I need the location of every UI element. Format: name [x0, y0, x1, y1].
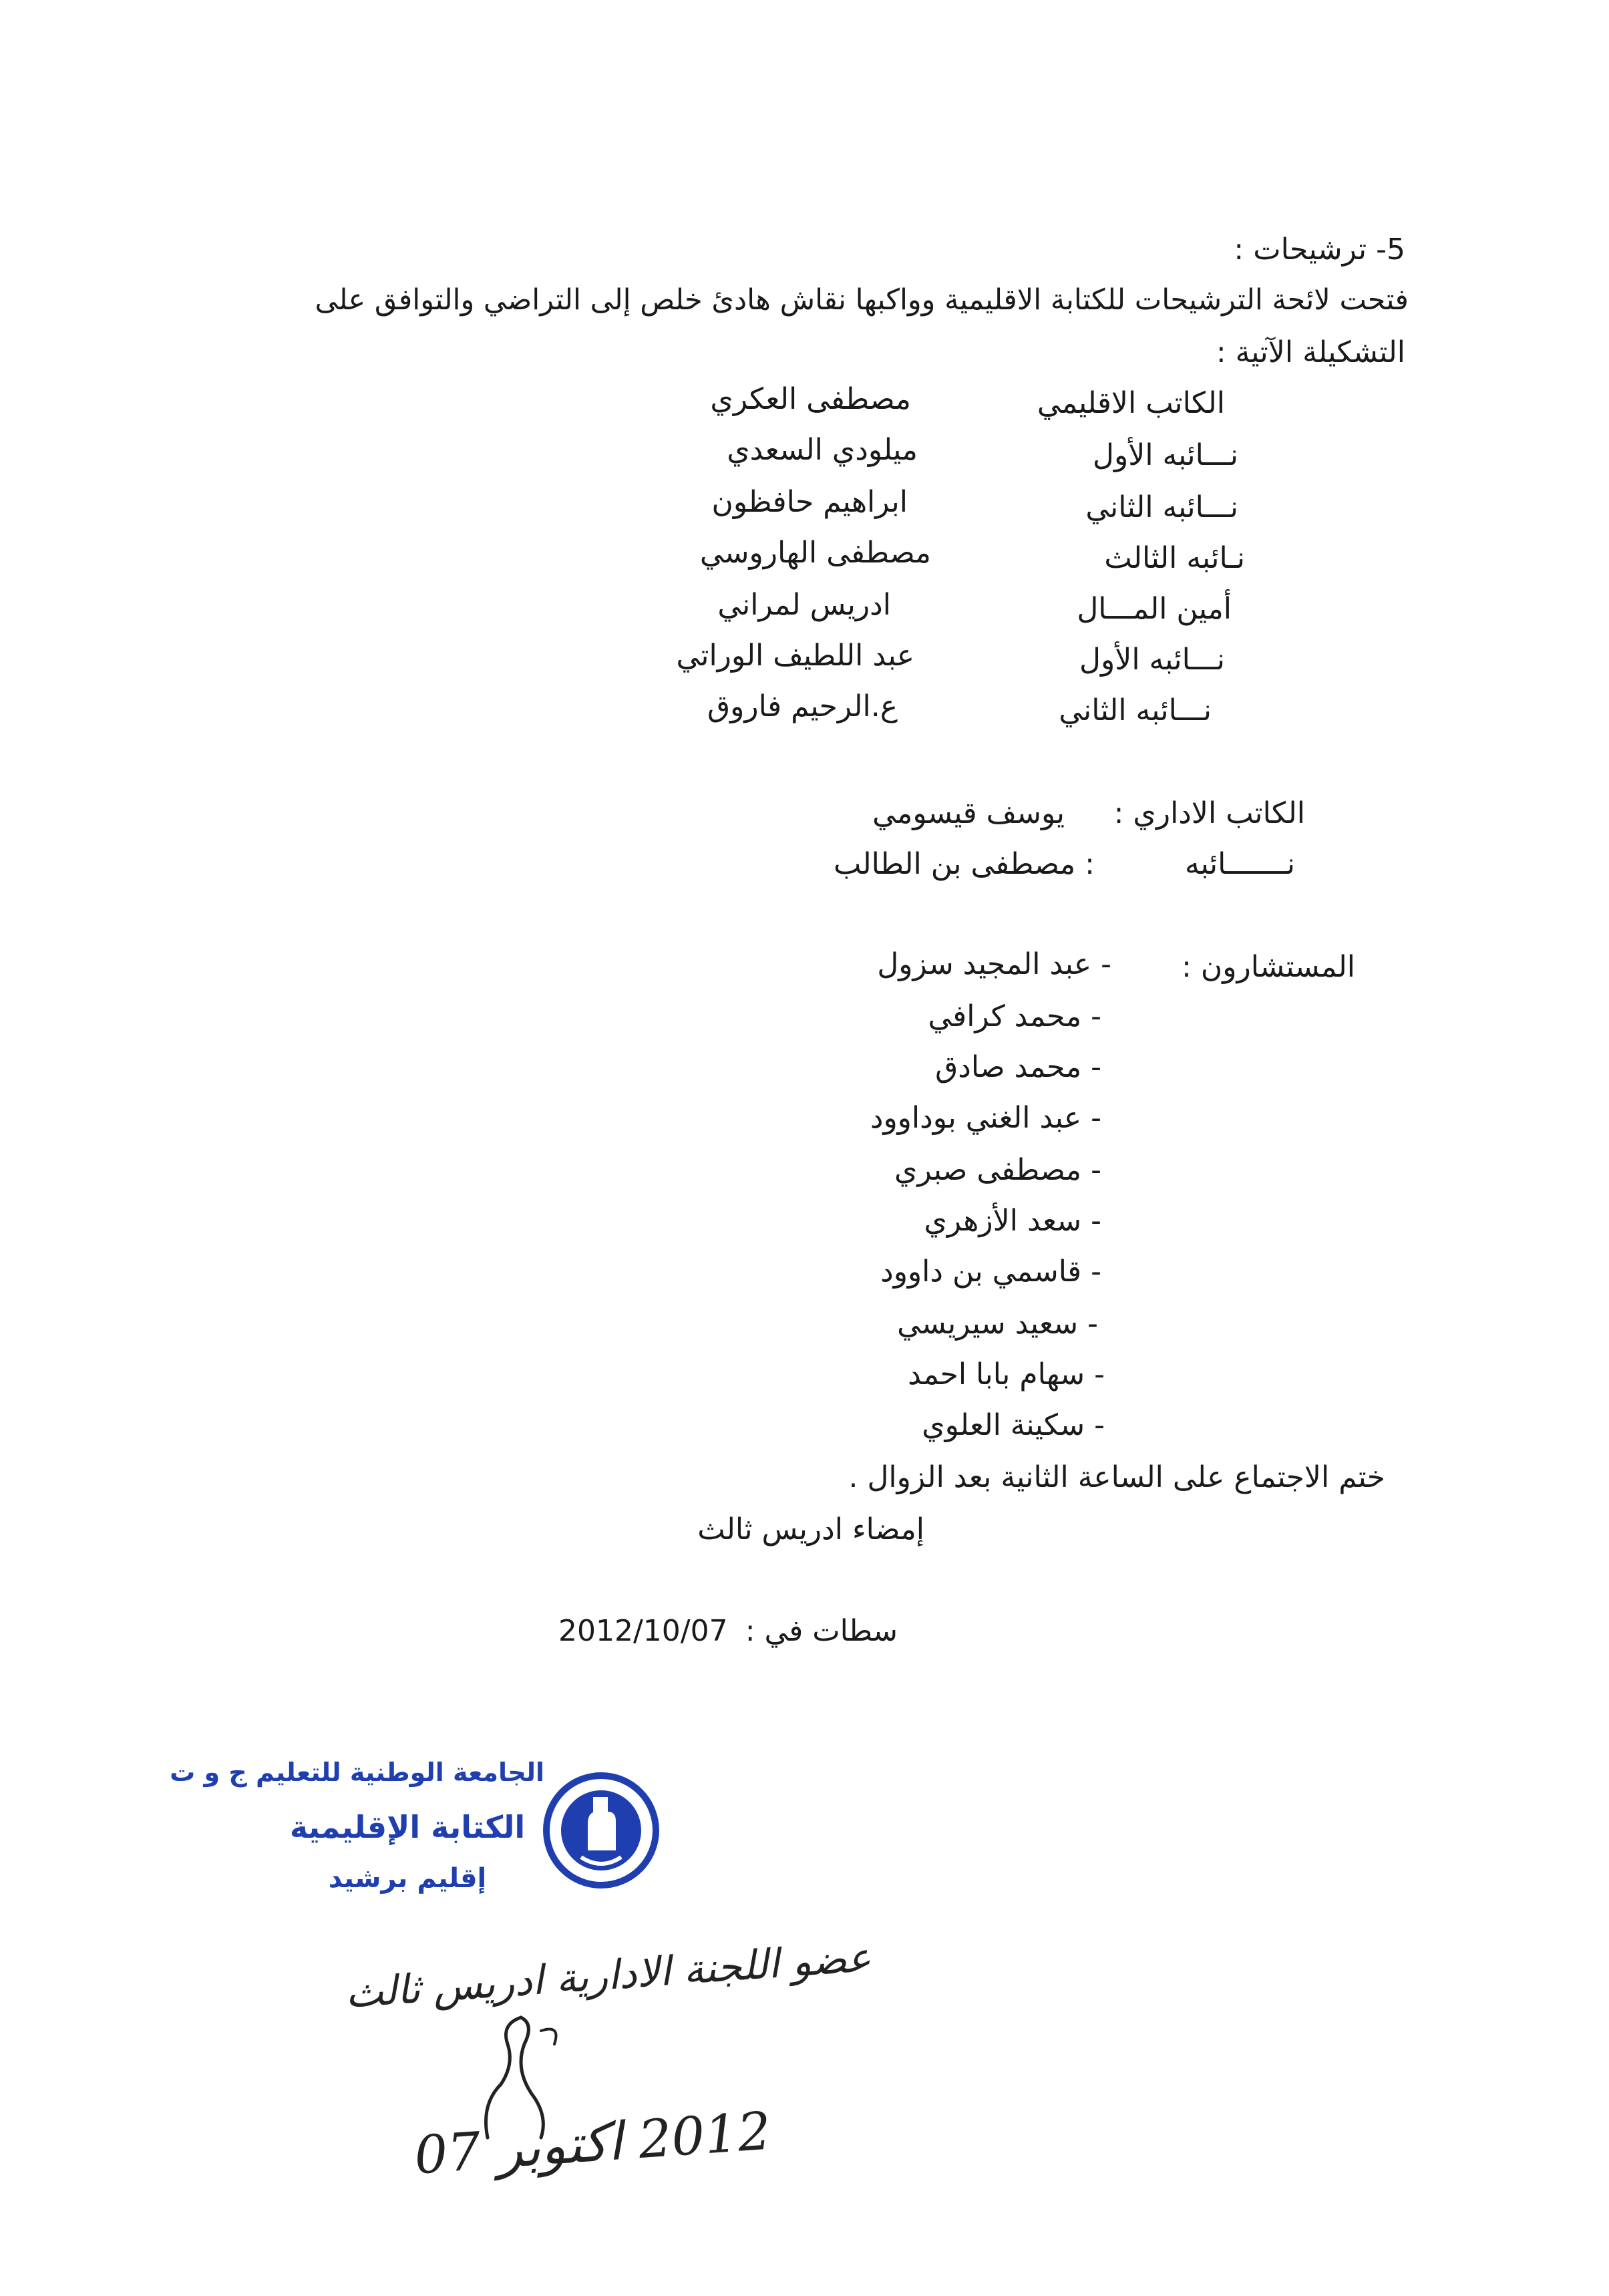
handwritten-member-line: عضو اللجنة الادارية ادريس ثالث [343, 1934, 873, 2017]
admin-deputy-name: : مصطفى بن الطالب [833, 847, 1095, 881]
list-item: - عبد الغني بوداوود [870, 1101, 1101, 1135]
advisors-label: المستشارون : [1182, 950, 1355, 984]
position-name: ابراهيم حافظون [711, 485, 908, 519]
handwritten-date: 2012 اكتوبر 07 [412, 2101, 773, 2186]
list-item: - سهام بابا احمد [908, 1357, 1105, 1391]
position-role: نـائبه الثالث [1104, 541, 1245, 575]
position-role: نـــائبه الأول [1079, 643, 1225, 677]
position-name: مصطفى العكري [710, 382, 911, 416]
dated-label: سطات في : [745, 1614, 898, 1648]
list-item: - مصطفى صبري [894, 1153, 1101, 1187]
list-item: - محمد صادق [935, 1050, 1101, 1084]
stamp-line-3: إقليم برشيد [328, 1863, 487, 1894]
admin-clerk-name: يوسف قيسومي [872, 796, 1065, 830]
admin-clerk-label: الكاتب الاداري : [1113, 796, 1305, 830]
position-role: أمين المـــال [1077, 592, 1232, 626]
position-name: مصطفى الهاروسي [699, 536, 931, 570]
position-role: نـــائبه الأول [1093, 438, 1238, 472]
position-name: ميلودي السعدي [727, 433, 918, 467]
position-role: نـــائبه الثاني [1059, 693, 1212, 727]
closing-line: ختم الاجتماع على الساعة الثانية بعد الزوال . [848, 1460, 1385, 1494]
intro-line-1: فتحت لائحة الترشيحات للكتابة الاقليمية وواكبها نقاش هادئ خلص إلى التراضي والتوافق على [315, 283, 1409, 317]
admin-deputy-label: نـــــــائبه [1185, 847, 1295, 881]
list-item: - سعد الأزهري [924, 1204, 1101, 1238]
list-item: - محمد كرافي [928, 999, 1101, 1033]
stamp-line-1: الجامعة الوطنية للتعليم ج و ت [170, 1758, 544, 1787]
intro-line-2: التشكيلة الآتية : [1216, 335, 1405, 369]
list-item: - قاسمي بن داوود [880, 1255, 1101, 1289]
official-stamp [170, 1750, 658, 1917]
position-name: عبد اللطيف الوراتي [676, 639, 914, 673]
signature-line: إمضاء ادريس ثالث [697, 1512, 924, 1546]
list-item: - عبد المجيد سزول [877, 947, 1111, 981]
stamp-emblem-icon [541, 1770, 661, 1891]
dated-value: 2012/10/07 [558, 1614, 728, 1648]
position-role: الكاتب الاقليمي [1037, 386, 1225, 420]
list-item: - سكينة العلوي [922, 1408, 1105, 1442]
position-role: نـــائبه الثاني [1085, 490, 1238, 524]
position-name: ع.الرحيم فاروق [707, 689, 898, 723]
stamp-line-2: الكتابة الإقليمية [289, 1809, 526, 1845]
section-heading: 5- ترشيحات : [1234, 232, 1405, 267]
list-item: - سعيد سيريسي [897, 1307, 1098, 1341]
position-name: ادريس لمراني [717, 588, 891, 622]
